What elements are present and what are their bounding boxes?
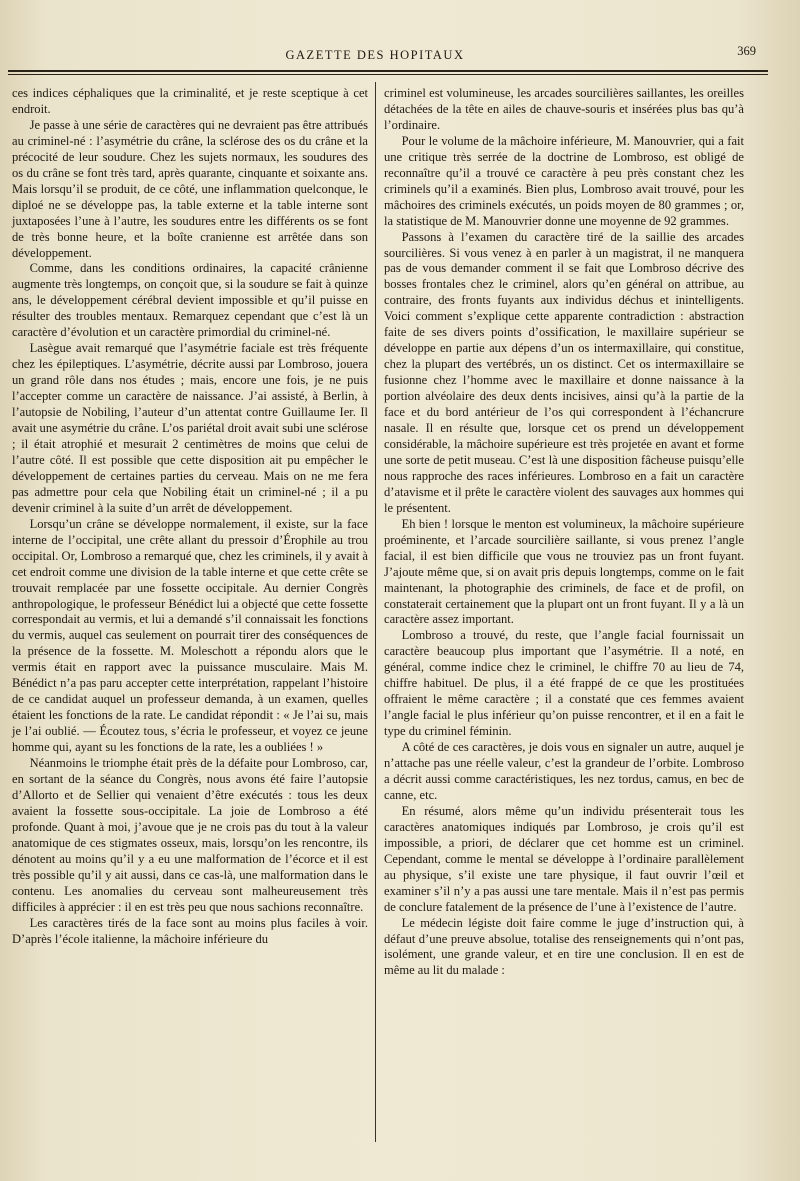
paragraph: Lasègue avait remarqué que l’asymétrie faciale est très fréquente chez les épileptiques. L’asymétrie, décrite aussi par Lombroso, jouera un grand rôle dans nos études ; mais, encore une fois, je ne puis l’accepter comme un caractère de naissance. J’ai assisté, à Berlin, à l’autopsie de Nobiling, l’auteur d’un attentat contre Guillaume Ier. Il avait une asymétrie du crâne. L’os pariétal droit avait subi une sclérose ; il était atrophié et mesurait 2 centimètres de moins que celui de l’autre côté. Il est possible que cette disposition ait pu empêcher le développement de certaines parties du cerveau. Mais on ne me fera pas admettre pour cela que Nobiling était un criminel-né ; il a pu devenir criminel à la suite d’un arrêt de développement. — [12, 341, 368, 515]
paragraph: Les caractères tirés de la face sont au moins plus faciles à voir. D’après l’école italienne, la mâchoire inférieure du — [12, 915, 368, 946]
paragraph: Le médecin légiste doit faire comme le juge d’instruction qui, à défaut d’une preuve absolue, totalise des renseignements qui n’ont pas, isolément, une grande valeur, et en tire une conclusion. Il en est de même au lit du malade : — [384, 915, 744, 978]
paragraph: Comme, dans les conditions ordinaires, la capacité crânienne augmente très longtemps, on conçoit que, si la soudure se fait à quinze ans, le développement cérébral devient impossible et qu’il puisse en résulter des troubles mentaux. Remarquez cependant que c’est là un caractère d’évolution et un caractère primordial du criminel-né. — [12, 261, 368, 340]
paragraph: criminel est volumineuse, les arcades sourcilières saillantes, les oreilles détachées de la tête en ailes de chauve-souris et insérées plus bas qu’à l’ordinaire. — [384, 86, 744, 132]
paragraph: Lombroso a trouvé, du reste, que l’angle facial fournissait un caractère beaucoup plus important que l’asymétrie. Il a noté, en général, comme indice chez le criminel, le chiffre 70 au lieu de 74, chiffre habituel. De plus, il a été frappé de ce que les prostituées offraient le même caractère ; il a constaté que ces femmes avaient l’angle facial le plus inférieur qu’on puisse rencontrer, et il en a fait le type du criminel féminin. — [384, 628, 744, 739]
paragraph: Néanmoins le triomphe était près de la défaite pour Lombroso, car, en sortant de la séance du Congrès, nous avons été faire l’autopsie d’Allorto et de Sellier qui venaient d’être exécutés : tous les deux avaient la fossette sous-occipitale. La joie de Lombroso a été profonde. Quant à moi, j’avoue que je ne crois pas du tout à la valeur anatomique de ces stigmates osseux, mais, lorsqu’on les rencontre, ils dénotent au moins qu’il y a eu une malformation de l’écorce et il est très possible qu’il y ait aussi, dans ce cas-là, une malformation dans le contenu. Les anomalies du cerveau sont malheureusement très difficiles à apprécier : il en est très peu que nous sachions reconnaître. — [12, 756, 368, 914]
page-title: GAZETTE DES HOPITAUX — [285, 48, 465, 62]
paragraph: Je passe à une série de caractères qui ne devraient pas être attribués au criminel-né : l’asymétrie du crâne, la sclérose des os du crâne et la précocité de leur soudure. Chez les sujets normaux, les soudures des os du crâne se font très tard, après quarante, cinquante et soixante ans. Mais lorsqu’il se produit, de ce côté, une inflammation quelconque, le diploé ne se développe pas, la table externe et la table interne sont juxtaposées l’une à l’autre, les soudures entre les différents os se font de très bonne heure, et la boîte cranienne est arrêtée dans son développement. — [12, 117, 368, 260]
header-rule-thin — [8, 74, 768, 75]
page-number: 369 — [737, 44, 756, 58]
paragraph: ces indices céphaliques que la criminalité, et je reste sceptique à cet endroit. — [12, 86, 368, 116]
paragraph: Passons à l’examen du caractère tiré de la saillie des arcades sourcilières. Si vous venez à en parler à un magistrat, il ne manquera pas de vous demander comment il se fait que Lombroso décrive des bosses frontales chez le criminel, alors qu’en général on attribue, au contraire, des fronts fuyants aux individus déchus et inintelligents. Voici comment s’explique cette apparente contradiction : abstraction faite de ses divers points d’ossification, le maxillaire supérieur se développe en partie aux dépens d’un os intermaxillaire, qui constitue, chez la plupart des vertébrés, un os distinct. Cet os intermaxillaire se fusionne chez l’homme avec le maxillaire et donne naissance à la portion alvéolaire des deux dents incisives, ainsi qu’à la partie de la face et du bord antérieur de l’os qui correspondent à l’échancrure nasale. Il en résulte que, lorsque cet os prend un développement considérable, la mâchoire supérieure est très projetée en avant et forme une sorte de petit museau. C’est là une disposition fâcheuse puisqu’elle nous rapproche des races inférieures. Lombroso en a fait un caractère d’atavisme et il prête le caractère violent des sauvages aux hommes qui le présentent. — [384, 229, 744, 515]
paragraph: Pour le volume de la mâchoire inférieure, M. Manouvrier, qui a fait une critique très serrée de la doctrine de Lombroso, est obligé de reconnaître qu’il a trouvé ce caractère à peu près constant chez les criminels qu’il a examinés. Bien plus, Lombroso avait trouvé, pour les mâchoires des criminels exécutés, un poids moyen de 80 grammes ; or, la statistique de M. Manouvrier donne une moyenne de 92 grammes. — [384, 133, 744, 228]
right-column — [384, 86, 744, 979]
header-rule — [8, 70, 768, 72]
column-divider — [375, 82, 376, 1142]
left-column — [12, 86, 368, 947]
paragraph: Eh bien ! lorsque le menton est volumineux, la mâchoire supérieure proéminente, et l’arcade sourcilière saillante, si vous prenez l’angle facial, il est bien difficile que vous ne trouviez pas un front fuyant. J’ajoute même que, si on avait pris depuis longtemps, comme on le fait maintenant, la photographie des criminels, de face et de profil, on constaterait certainement que la plupart ont un front fuyant. Il y a là un caractère assez important. — [384, 516, 744, 627]
paragraph: Lorsqu’un crâne se développe normalement, il existe, sur la face interne de l’occipital, une crête allant du pressoir d’Érophile au trou occipital. Or, Lombroso a remarqué que, chez les criminels, il y avait à cet endroit comme une division de la table interne et que cette crête se trouvait remplacée par une fossette occipitale. Au dernier Congrès anthropologique, le professeur Bénédict lui a objecté que cette fossette correspondait au vermis, et lui a demandé s’il connaissait les fonctions du vermis, auquel cas seulement on pourrait tirer des conséquences de la présence de la fossette. M. Moleschott a répondu alors que le vermis était en rapport avec la puissance musculaire. Mais M. Bénédict n’a pas paru accepter cette interprétation, rappelant l’histoire de ce candidat auquel un professeur demanda, à un examen, quelles étaient les fonctions de la rate. Le candidat répondit : « Je l’ai su, mais je l’ai oublié. — Écoutez tous, s’écria le professeur, et voyez ce jeune homme qui, ayant su les fonctions de la rate, les a oubliées ! » — [12, 516, 368, 755]
paragraph: A côté de ces caractères, je dois vous en signaler un autre, auquel je n’attache pas une réelle valeur, c’est la grandeur de l’orbite. Lombroso a décrit aussi comme caractéristiques, les nez tordus, camus, en bec de canne, etc. — [384, 740, 744, 802]
paragraph: En résumé, alors même qu’un individu présenterait tous les caractères anatomiques indiqués par Lombroso, je crois qu’il est impossible, a priori, de déclarer que cet homme est un criminel. Cependant, comme le mental se développe à l’ordinaire parallèlement au physique, s’il existe une tare physique, il faut ouvrir l’œil et examiner s’il n’y a pas aussi une tare mentale. Mais il n’est pas permis de conclure fatalement de la présence de l’une à l’existence de l’autre. — [384, 803, 744, 914]
